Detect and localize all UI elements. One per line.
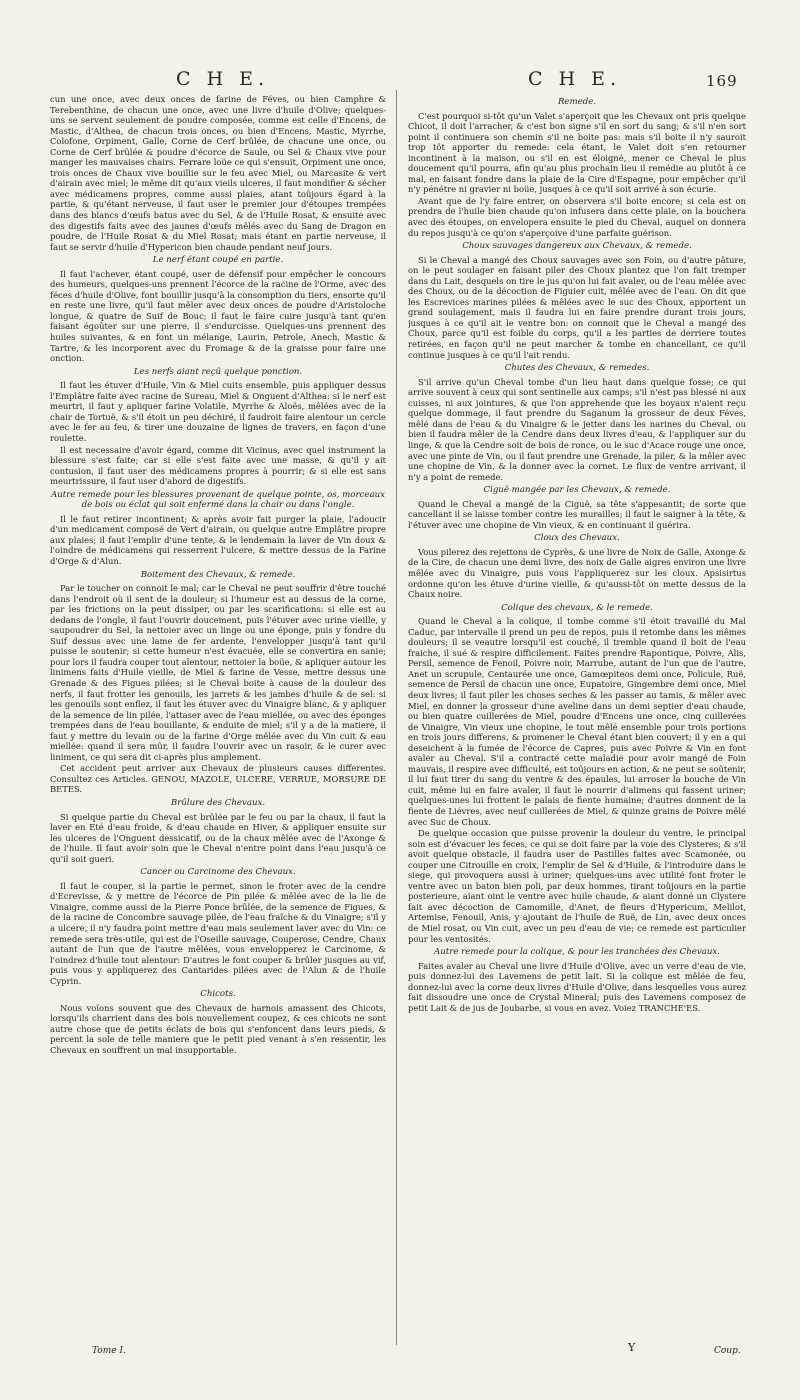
paragraph: Par le toucher on connoit le mal; car le Cheval ne peut souffrir d'être touché dans l'endroit où il sent de la douleur; si l'humeur est au dessus de la corne, par les frictions on la peut dissiper, ou par les scarifications: si elle est au dedans de l'ongle, il faut l'ouvrir doucement, puis l'étuver avec urine vieille, y saupoudrer du Sel, la nettoier avec un linge ou une éponge, puis y fondre du Suif dessus avec une lame de fer ardente, l'envelopper jusqu'à tant qu'il puisse le soutenir; si cette humeur n'est évacuée, elle se convertira en sanie; pour lors il faudra couper tout alentour, nettoier la boüe, & apliquer autour les linimens faits d'Huile vieille, de Miel & farine de Vesse, mettre dessus une Grenade & des Figues pilées; si le Cheval boite à cause de la douleur des nerfs, il faut frotter les genouils, les jarrets & les jambes d'huile & de sel: si les genouils sont enflez, il faut les étuver avec du Vinaigre blanc, & y apliquer de la semence de lin pilée, l'attaser avec de l'eau miellée, ou avec des éponges trempées dans de l'eau bouillante, & enduite de miel; s'il y a de la matiere, il faut y mettre du levain ou de la farine d'Orge mêlée avec du Vin cuit & eau miellée: quand il sera mûr, il faudra l'ouvrir avec un rasoir, & le curer avec liniment, ce qui sera dit ci-après plus amplement.	[50, 583, 386, 762]
section-heading: Choux sauvages dangereux aux Chevaux, & remede.	[462, 241, 692, 252]
section-heading: Remede.	[557, 97, 597, 107]
paragraph: Vous pilerez des rejettons de Cyprès, & une livre de Noix de Galle, Axonge & de la Cire, de chacun une demi livre, des noix de Galle aigres environ une livre mêlée avec du Vinaigre, puis vous l'appliquerez sur les cloux. Apsisirtus ordonne qu'on les étuve d'urine vieille, & qu'aussi-tôt on mette dessus de la Chaux noire.	[408, 546, 746, 600]
signature-mark: Y	[628, 1341, 636, 1354]
paragraph: Il faut les étuver d'Huile, Vin & Miel cuits ensemble, puis appliquer dessus l'Emplâtre faite avec racine de Sureau, Miel & Onguent d'Althea: si le nerf est meurtri, il faut y apliquer farine Volatile, Myrrhe & Aloës, mêlées avec de la chair de Tortuë, & s'il étoit un peu déchiré, il faudroit faire alentour un cercle avec le fer au feu, & tirer une douzaine de lignes de travers, en façon d'une roulette.	[50, 380, 386, 443]
running-head-right: C H E.	[528, 68, 622, 90]
right-column	[408, 94, 746, 1348]
paragraph: Il faut l'achever, étant coupé, user de défensif pour empêcher le concours des humeurs, quelques-uns prennent l'écorce de la racine de l'Orme, avec des féces d'huile d'Olive, font bouillir jusqu'à la consomption du tiers, ensorte qu'il en reste une livre, qu'il faut mêler avec deux onces de poudre d'Aristoloche longue, & quatre de Suif de Bouc; il faut le faire cuire jusqu'à tant qu'en faisant égoûter sur une pierre, il s'endurcisse. Quelques-uns prennent des huiles suivantes, & en font un mélange, Laurin, Petrole, Anech, Mastic & Tartre, & les incorporent avec du Fromage & de la graisse pour faire une onction.	[50, 268, 386, 364]
section-heading: Chicots.	[200, 989, 236, 1000]
paragraph: Avant que de l'y faire entrer, on observera s'il boite encore; si cela est on prendra de l'huile bien chaude qu'on infusera dans cette plaie, on la bouchera avec des étoupes, on envelopera ensuite le pied du Cheval, auquel on donnera du repos jusqu'à ce qu'on s'aperçoive d'une parfaite guérison.	[408, 195, 746, 238]
page-number: 169	[706, 72, 738, 90]
paragraph: Si le Cheval a mangé des Choux sauvages avec son Foin, ou d'autre pâture, on le peut soulager en faisant piler des Choux plantez que l'on fait tremper dans du Lait, desquels on tire le jus qu'on lui fait avaler, ou de l'eau mêlée avec des Choux, ou de la décoction de Figuier cuit, mêlée avec de l'eau. On dit que les Escrevices marines pilées & mêlées avec le suc des Choux, apportent un grand soulagement, mais il faudra lui en faire prendre durant trois jours, jusques à ce qu'il ait le ventre bon: on connoit que le Cheval a mangé des Choux, parce qu'il est foible du corps, qu'il a les parties de derriere toutes retirées, en façon qu'il ne peut marcher & tombe en chancellant, ce qu'il continue jusques à ce qu'il l'ait rendu.	[408, 254, 746, 360]
running-head-left: C H E.	[176, 68, 270, 90]
paragraph: Cet accident peut arriver aux Chevaux de plusieurs causes differentes. Consultez ces Articles. GENOU, MAZOLE, ULCERE, VERRUE, MORSURE DE BETES.	[50, 763, 386, 795]
paragraph: Nous voïons souvent que des Chevaux de harnois amassent des Chicots, lorsqu'ils charrient dans des bois nouvellement coupez, & ces chicots ne sont autre chose que de petits éclats de bois qui s'enfoncent dans leurs pieds, & percent la sole de telle maniere que le petit pied venant à s'en ressentir, les Chevaux en souffrent un mal insupportable.	[50, 1002, 386, 1056]
section-heading: Cloux des Chevaux.	[534, 533, 620, 544]
catchword: Coup.	[714, 1346, 741, 1356]
paragraph: Quand le Cheval a mangé de la Ciguë, sa tête s'appesantit; de sorte que cancellant il se laisse tomber contre les murailles; il faut le saigner à la tête, & l'étuver avec une chopine de Vin vieux, & en continuant il guérira.	[408, 498, 746, 530]
paragraph: C'est pourquoi si-tôt qu'un Valet s'aperçoit que les Chevaux ont pris quelque Chicot, il doit l'arracher, & c'est bon signe s'il en sort du sang; & s'il n'en sort point il continuera son chemin s'il ne boite pas: mais s'il boite il n'y sauroit trop tôt apporter du remede: cela étant, le Valet doit s'en retourner incontinent à la maison, ou s'il en est éloigné, mener ce Cheval le plus doucement qu'il pourra, afin qu'au plus prochain lieu il remédie au plutôt à ce mal, en faisant fondre dans la plaie de la Cire d'Espagne, pour empêcher qu'il n'y pénétre ni gravier ni boüe, jusques à ce qu'il soit arrivé à son écurie.	[408, 110, 746, 195]
section-heading: Chutes des Chevaux, & remedes.	[504, 363, 650, 374]
section-heading: Brûlure des Chevaux.	[170, 798, 266, 808]
paragraph: Il faut le couper, si la partie le permet, sinon le froter avec de la cendre d'Ecrevisse, & y mettre de l'écorce de Pin pilée & mêlée avec de la lie de Vinaigre, comme aussi de la Pierre Ponce brûlée, de la semence de Figues, & de la racine de Concombre sauvage pilée, de l'eau fraîche & du Vinaigre; s'il y a ulcere, il n'y faudra point mettre d'eau mais seulement laver avec du Vin: ce remede sera très-utile, qui est de l'Oseille sauvage, Couperose, Cendre, Chaux autant de l'un que de l'autre mêlées, vous envelopperez le Carcinome, & l'oindrez d'huile tout alentour: D'autres le font couper & brûler jusques au vif, puis vous y appliquerez des Cantarides pilées avec de l'Alun & de l'huile Cyprin.	[50, 880, 386, 986]
section-heading: Autre remede pour les blessures provenant de quelque pointe, os, morceaux de bois ou éclat qui soit enfermé dans la chair ou dans l'ongle.	[51, 489, 385, 511]
section-heading: Cancer ou Carcinome des Chevaux.	[140, 867, 296, 878]
paragraph: S'il arrive qu'un Cheval tombe d'un lieu haut dans quelque fosse; ce qui arrive souvent à ceux qui sont sentinelle aux camps; s'il n'est pas blessé ni aux cuisses, ni aux jointures, & que l'on apprehende que les boyaux n'aient reçu quelque dommage, il faut prendre du Saganum la grosseur de deux Féves, mêlé dans de l'eau & du Vinaigre & le jetter dans les narines du Cheval, ou bien il faudra mêler de la Cendre dans deux livres d'eau, & l'appliquer sur du linge, & que la Cendre soit de bois de ronce, ou le suc d'Acace rouge une once, avec une pinte de Vin, ou il faut prendre une Grenade, la piler, & la mêler avec une chopine de Vin, & la donner avec la cornet. Le flux de ventre arrivant, il n'y a point de remede.	[408, 376, 746, 482]
section-heading: Boitement des Chevaux, & remede.	[140, 569, 296, 580]
column-divider	[396, 90, 397, 1345]
paragraph: De quelque occasion que puisse provenir la douleur du ventre, le principal soin est d'évacuer les feces, ce qui se doit faire par la voie des Clysteres; & s'il avoit quelque obstacle, il faudra user de Pastilles faites avec Scamonée, ou couper une Citrouille en croix, l'emplir de Sel & d'Huile, & l'introduire dans le siege, qui provoquera aussi à uriner; quelques-uns avec utilité font froter le ventre avec un baton bien poli, par deux hommes, tirant toûjours en la partie posterieure, aiant oint le ventre avec huile chaude, & aiant donné un Clystere fait avec décoction de Camomille, d'Anet, de fleurs d'Hypericum, Melilot, Artemise, Fenouil, Anis, y ajoutant de l'huile de Ruë, de Lin, avec deux onces de Miel rosat, ou Vin cuit, avec un peu d'eau de vie; ce remede est particulier pour les ventosités.	[408, 828, 746, 944]
section-heading: Les nerfs aiant reçû quelque ponction.	[133, 366, 303, 377]
paragraph: Il le faut retirer incontinent; & après avoir fait purger la plaie, l'adoucir d'un medicament composé de Vert d'airain, ou quelque autre Emplâtre propre aux plaies; il faut l'emplir d'une tente, & le lendemain la laver de Vin doux & l'oindre de médicamens qui resserrent l'ulcere, & mettre dessus de la Farine d'Orge & d'Alun.	[50, 513, 386, 566]
section-heading: Le nerf étant coupé en partie.	[152, 255, 284, 266]
section-heading: Autre remede pour la colique, & pour les tranchées des Chevaux.	[434, 947, 720, 958]
paragraph: Faites avaler au Cheval une livre d'Huile d'Olive, avec un verre d'eau de vie, puis donnez-lui des Lavemens de petit lait. Si la colique est mêlée de feu, donnez-lui avec la corne deux livres d'Huile d'Olive, dans lesquelles vous aurez fait dissoudre une once de Crystal Mineral; puis des Lavemens composez de petit Lait & de jus de Joubarbe, si vous en avez. Voiez TRANCHE'ES.	[408, 960, 746, 1013]
paragraph: Il est necessaire d'avoir égard, comme dit Vicinus, avec quel instrument la blessure s'est faite; car si elle s'est faite avec une masse, & qu'il y ait contusion, il faut user des médicamens propres à pourrir; & si elle est sans meurtrissure, il faut user d'abord de digestifs.	[50, 444, 386, 487]
paragraph: Quand le Cheval a la colique, il tombe comme s'il étoit travaillé du Mal Caduc, par intervalle il prend un peu de repos, puis il retombe dans les mêmes douleurs; il se veautre lorsqu'il est couché, il tremble quand il boit de l'eau fraiche, il sué & respire difficilement. Faites prendre Rapontique, Poivre, Alis, Persil, semence de Fenoil, Poivre noir, Marrube, autant de l'un que de l'autre, Anet un scrupule, Centaurée une once, Gamœpiteos demi once, Policule, Ruë, semence de Persil de chacun une once, Eupatoire, Gingembre demi once, Miel deux livres; il faut piler les choses seches & les passer au tamis, & mêler avec Miel, en donner la grosseur d'une aveline dans un demi septier d'eau chaude, ou bien quatre cuillerées de Miel, poudre d'Encens une once, cinq cuillerées de Vinaigre, Vin vieux une chopine, le tout mêlé ensemble pour trois portions en trois jours differens, & promener le Cheval étant bien couvert; il y en a qui deseichent à la fumée de l'écorce de Capres, puis avec Poivre & Vin en font avaler au Cheval. S'il a contracté cette maladie pour avoir mangé de Foin mauvais, il respire avec difficulté, est toûjours en action, & ne peut se soûtenir, il lui faut tirer du sang du ventre & des épaules, lui arroser la bouche de Vin cuit, même lui en faire avaler, il faut le nourrir d'alimens qui fassent uriner; quelques-unes lui frottent le palais de fiente humaine; d'autres donnent de la fiente de Liévres, avec neuf cuillerées de Miel, & quinze grains de Poivre mêlé avec Suc de Choux.	[408, 616, 746, 827]
section-heading: Ciguë mangée par les Chevaux, & remede.	[483, 485, 671, 496]
volume-label: Tome I.	[92, 1346, 126, 1356]
section-heading: Colique des chevaux, & le remede.	[501, 602, 653, 613]
paragraph: cun une once, avec deux onces de farine de Féves, ou bien Camphre & Terebenthine, de chacun une once, avec une livre d'huile d'Olive; quelques-uns se servent seulement de poudre composée, comme est celle d'Encens, de Mastic, d'Althea, de chacun trois onces, ou bien d'Encens, Mastic, Myrrhe, Colofone, Orpiment, Galle, Corne de Cerf brûlée, de chacune une once, ou Corne de Cerf brûlée & poudre d'écorce de Saule, ou Sel & Chaux vive pour manger les mauvaises chairs. Ferrare loüe ce qui s'ensuit, Orpiment une once, trois onces de Chaux vive bouillie sur le feu avec Miel, ou Marcasite & vert d'airain avec miel; le même dit qu'aux vieils ulceres, il faut mondifier & sécher avec médicamens propres, comme aussi plaies, atant toûjours égard à la partie, & qu'étant nerveuse, il faut user le premier jour d'étoupes trempées dans des blancs d'œufs batus avec du Sel, & de l'Huile Rosat, & ensuite avec des digestifs faits avec des jaunes d'œufs mêlés avec du Sang de Dragon en poudre, de l'Huile Rosat & du Miel Rosat; mais étant en partie nerveuse, il faut se servir d'huile d'Hypericon bien chaude pendant neuf jours.	[50, 94, 386, 252]
left-column	[50, 94, 386, 1348]
paragraph: Si quelque partie du Cheval est brûlée par le feu ou par la chaux, il faut la laver en Eté d'eau froide, & d'eau chaude en Hiver, & appliquer ensuite sur les ulceres de l'Onguent dessicatif, ou de la chaux mêlée avec de l'Axonge & de l'huile. Il faut avoir soin que le Cheval n'entre point dans l'eau jusqu'à ce qu'il soit gueri.	[50, 811, 386, 864]
